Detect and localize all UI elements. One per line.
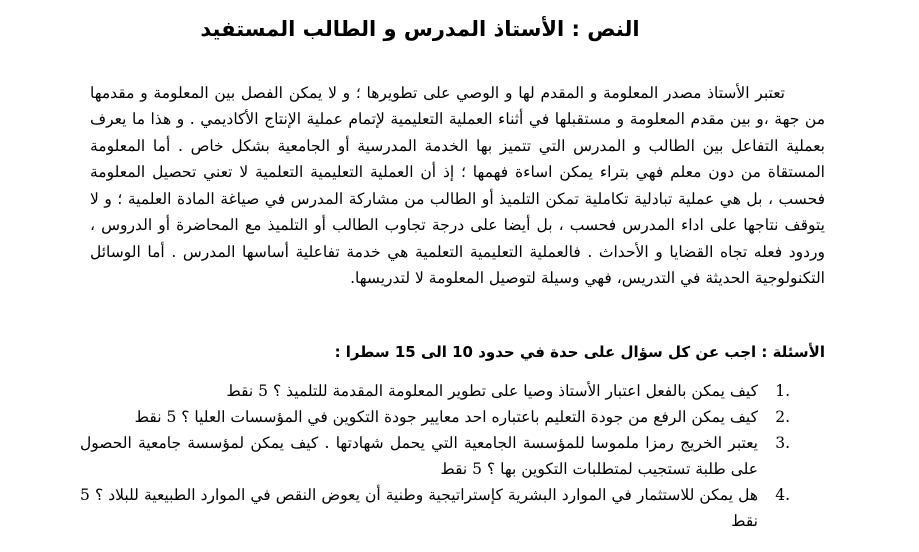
question-item — [80, 378, 792, 404]
question-item — [80, 404, 792, 430]
question-item — [80, 430, 792, 482]
question-number: 4. — [775, 486, 790, 504]
question-number: 3. — [775, 434, 790, 452]
question-text: هل يمكن للاستثمار في الموارد البشرية كإستراتيجية وطنية أن يعوض النقص في الموارد الطبيعية للبلاد ؟ 5 نقط — [80, 486, 758, 530]
question-number: 1. — [775, 382, 790, 400]
questions-list — [80, 378, 792, 534]
body-paragraph: تعتبر الأستاذ مصدر المعلومة و المقدم لها و الوصي على تطويرها ؛ و لا يمكن الفصل بين المعلومة و مقدمها من جهة ،و بين مقدم المعلومة و مستقبلها في أثناء العملية التعليمية لإتمام عملية الإنتاج الأكاديمي . و هذا ما يعرف بعملية التفاعل بين الطالب و المدرس التي تتميز بها الخدمة المدرسية أو الجامعية بشكل خاص . أما المعلومة المستقاة من دون معلم فهي بتراء يمكن اساءة فهمها ؛ إذ أن العملية التعليمية التعلمية لا تعني تحصيل المعلومة فحسب ، بل هي عملية تبادلية تكاملية تمكن التلميذ أو الطالب من مشاركة المدرس في صياغة المادة العلمية ؛ و لا يتوقف نتاجها على اداء المدرس فحسب ، بل أيضا على درجة تجاوب الطالب أو التلميذ مع المحاضرة أو الدروس ، وردود فعله تجاه القضايا و الأحداث . فالعملية التعليمية التعلمية هي خدمة تفاعلية أساسها المدرس . أما الوسائل التكنولوجية الحديثة في التدريس، فهي وسيلة لتوصيل المعلومة لا لتدريسها. — [90, 83, 825, 287]
question-number: 2. — [775, 408, 790, 426]
question-text: يعتبر الخريج رمزا ملموسا للمؤسسة الجامعية التي يحمل شهادتها . كيف يمكن لمؤسسة جامعية الحصول على طلبة تستجيب لمتطلبات التكوين بها ؟ 5 نقط — [80, 434, 758, 478]
question-item — [80, 482, 792, 534]
questions-heading: الأسئلة : اجب عن كل سؤال على حدة في حدود 10 الى 15 سطرا : — [334, 343, 825, 361]
document-title: النص : الأستاذ المدرس و الطالب المستفيد — [200, 17, 640, 41]
question-text: كيف يمكن بالفعل اعتبار الأستاذ وصيا على تطوير المعلومة المقدمة للتلميذ ؟ 5 نقط — [226, 382, 758, 400]
question-text: كيف يمكن الرفع من جودة التعليم باعتباره احد معايير جودة التكوين في المؤسسات العليا ؟ 5 نقط — [134, 408, 758, 426]
